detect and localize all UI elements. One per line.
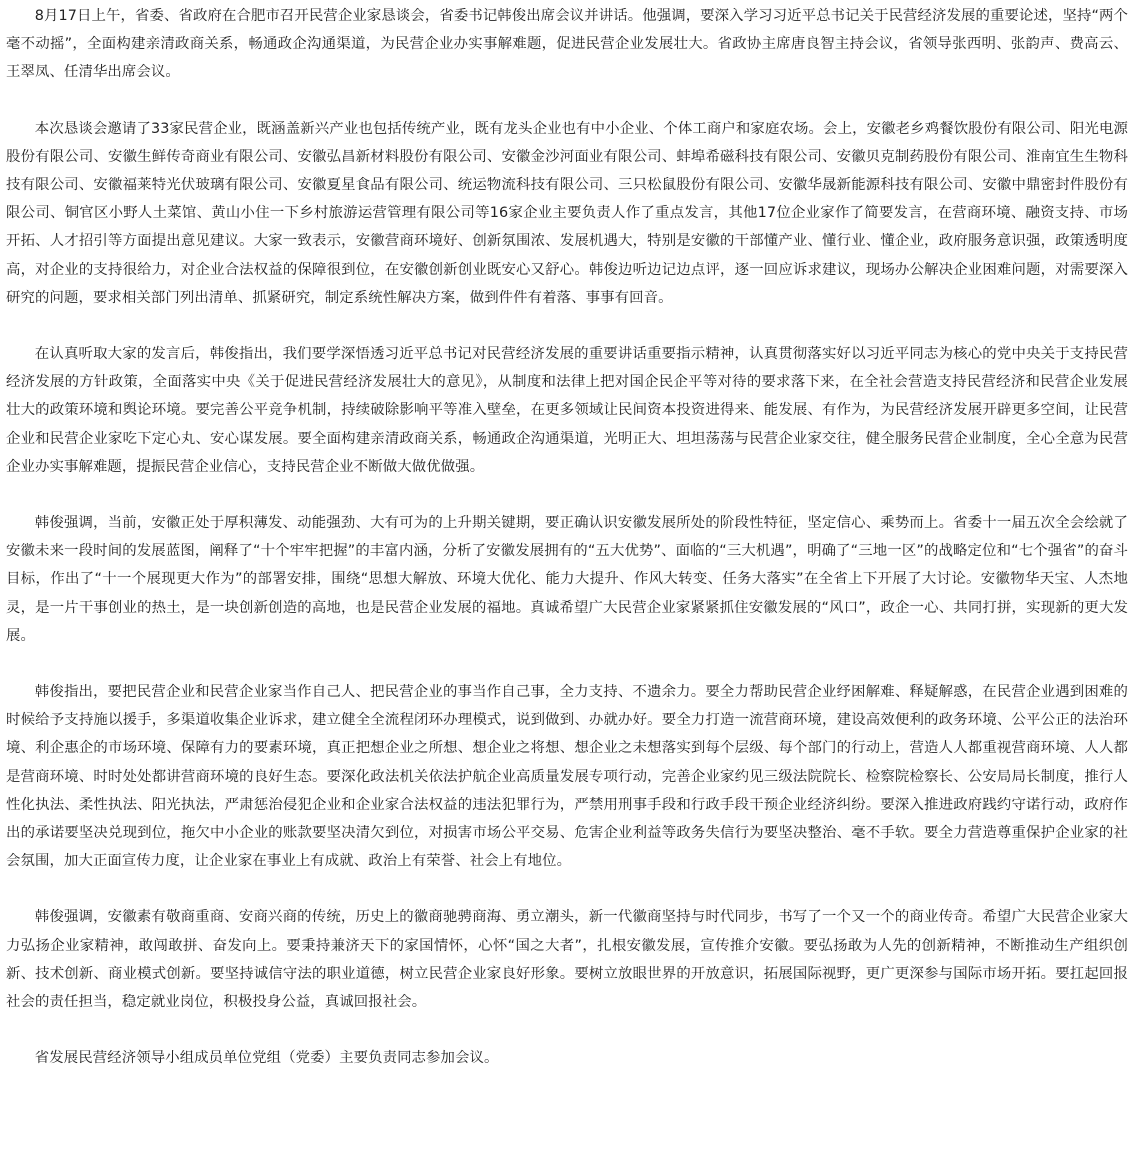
paragraph-gap <box>6 875 1128 903</box>
article-body <box>6 2 1128 1073</box>
paragraph-gap <box>6 1016 1128 1044</box>
paragraph-gap <box>6 481 1128 509</box>
paragraph-4: 韩俊强调，当前，安徽正处于厚积薄发、动能强劲、大有可为的上升期关键期，要正确认识安徽发展所处的阶段性特征，坚定信心、乘势而上。省委十一届五次全会绘就了安徽未来一段时间的发展蓝图，阐释了“十个牢牢把握”的丰富内涵，分析了安徽发展拥有的“五大优势”、面临的“三大机遇”，明确了“三地一区”的战略定位和“七个强省”的奋斗目标，作出了“十一个展现更大作为”的部署安排，围绕“思想大解放、环境大优化、能力大提升、作风大转变、任务大落实”在全省上下开展了大讨论。安徽物华天宝、人杰地灵，是一片干事创业的热土，是一块创新创造的高地，也是民营企业发展的福地。真诚希望广大民营企业家紧紧抓住安徽发展的“风口”，政企一心、共同打拼，实现新的更大发展。 <box>6 515 1128 644</box>
paragraph-2: 本次恳谈会邀请了33家民营企业，既涵盖新兴产业也包括传统产业，既有龙头企业也有中小企业、个体工商户和家庭农场。会上，安徽老乡鸡餐饮股份有限公司、阳光电源股份有限公司、安徽生鲜传奇商业有限公司、安徽弘昌新材料股份有限公司、安徽金沙河面业有限公司、蚌埠希磁科技有限公司、安徽贝克制药股份有限公司、淮南宜生生物科技有限公司、安徽福莱特光伏玻璃有限公司、安徽夏星食品有限公司、统运物流科技有限公司、三只松鼠股份有限公司、安徽华晟新能源科技有限公司、安徽中鼎密封件股份有限公司、铜官区小野人土菜馆、黄山小住一下乡村旅游运营管理有限公司等16家企业主要负责人作了重点发言，其他17位企业家作了简要发言，在营商环境、融资支持、市场开拓、人才招引等方面提出意见建议。大家一致表示，安徽营商环境好、创新氛围浓、发展机遇大，特别是安徽的干部懂产业、懂行业、懂企业，政府服务意识强，政策透明度高，对企业的支持很给力，对企业合法权益的保障很到位，在安徽创新创业既安心又舒心。韩俊边听边记边点评，逐一回应诉求建议，现场办公解决企业困难问题，对需要深入研究的问题，要求相关部门列出清单、抓紧研究，制定系统性解决方案，做到件件有着落、事事有回音。 <box>6 120 1128 306</box>
paragraph-gap <box>6 312 1128 340</box>
paragraph-5: 韩俊指出，要把民营企业和民营企业家当作自己人、把民营企业的事当作自己事，全力支持、不遗余力。要全力帮助民营企业纾困解难、释疑解惑，在民营企业遇到困难的时候给予支持施以援手，多渠道收集企业诉求，建立健全全流程闭环办理模式，说到做到、办就办好。要全力打造一流营商环境，建设高效便利的政务环境、公平公正的法治环境、利企惠企的市场环境、保障有力的要素环境，真正把想企业之所想、想企业之将想、想企业之未想落实到每个层级、每个部门的行动上，营造人人都重视营商环境、人人都是营商环境、时时处处都讲营商环境的良好生态。要深化政法机关依法护航企业高质量发展专项行动，完善企业家约见三级法院院长、检察院检察长、公安局局长制度，推行人性化执法、柔性执法、阳光执法，严肃惩治侵犯企业和企业家合法权益的违法犯罪行为，严禁用刑事手段和行政手段干预企业经济纠纷。要深入推进政府践约守诺行动，政府作出的承诺要坚决兑现到位，拖欠中小企业的账款要坚决清欠到位，对损害市场公平交易、危害企业利益等政务失信行为要坚决整治、毫不手软。要全力营造尊重保护企业家的社会氛围，加大正面宣传力度，让企业家在事业上有成就、政治上有荣誉、社会上有地位。 <box>6 684 1128 870</box>
paragraph-gap <box>6 650 1128 678</box>
paragraph-6: 韩俊强调，安徽素有敬商重商、安商兴商的传统，历史上的徽商驰骋商海、勇立潮头，新一代徽商坚持与时代同步，书写了一个又一个的商业传奇。希望广大民营企业家大力弘扬企业家精神，敢闯敢拼、奋发向上。要秉持兼济天下的家国情怀，心怀“国之大者”，扎根安徽发展，宣传推介安徽。要弘扬敢为人先的创新精神，不断推动生产组织创新、技术创新、商业模式创新。要坚持诚信守法的职业道德，树立民营企业家良好形象。要树立放眼世界的开放意识，拓展国际视野，更广更深参与国际市场开拓。要扛起回报社会的责任担当，稳定就业岗位，积极投身公益，真诚回报社会。 <box>6 909 1128 1011</box>
paragraph-1: 8月17日上午，省委、省政府在合肥市召开民营企业家恳谈会，省委书记韩俊出席会议并讲话。他强调，要深入学习习近平总书记关于民营经济发展的重要论述，坚持“两个毫不动摇”，全面构建亲清政商关系，畅通政企沟通渠道，为民营企业办实事解难题，促进民营企业发展壮大。省政协主席唐良智主持会议，省领导张西明、张韵声、费高云、王翠凤、任清华出席会议。 <box>6 8 1128 81</box>
paragraph-7: 省发展民营经济领导小组成员单位党组（党委）主要负责同志参加会议。 <box>34 1050 499 1067</box>
paragraph-3: 在认真听取大家的发言后，韩俊指出，我们要学深悟透习近平总书记对民营经济发展的重要讲话重要指示精神，认真贯彻落实好以习近平同志为核心的党中央关于支持民营经济发展的方针政策，全面落实中央《关于促进民营经济发展壮大的意见》，从制度和法律上把对国企民企平等对待的要求落下来，在全社会营造支持民营经济和民营企业发展壮大的政策环境和舆论环境。要完善公平竞争机制，持续破除影响平等准入壁垒，在更多领域让民间资本投资进得来、能发展、有作为，为民营经济发展开辟更多空间，让民营企业和民营企业家吃下定心丸、安心谋发展。要全面构建亲清政商关系，畅通政企沟通渠道，光明正大、坦坦荡荡与民营企业家交往，健全服务民营企业制度，全心全意为民营企业办实事解难题，提振民营企业信心，支持民营企业不断做大做优做强。 <box>6 346 1128 475</box>
paragraph-gap <box>6 87 1128 115</box>
